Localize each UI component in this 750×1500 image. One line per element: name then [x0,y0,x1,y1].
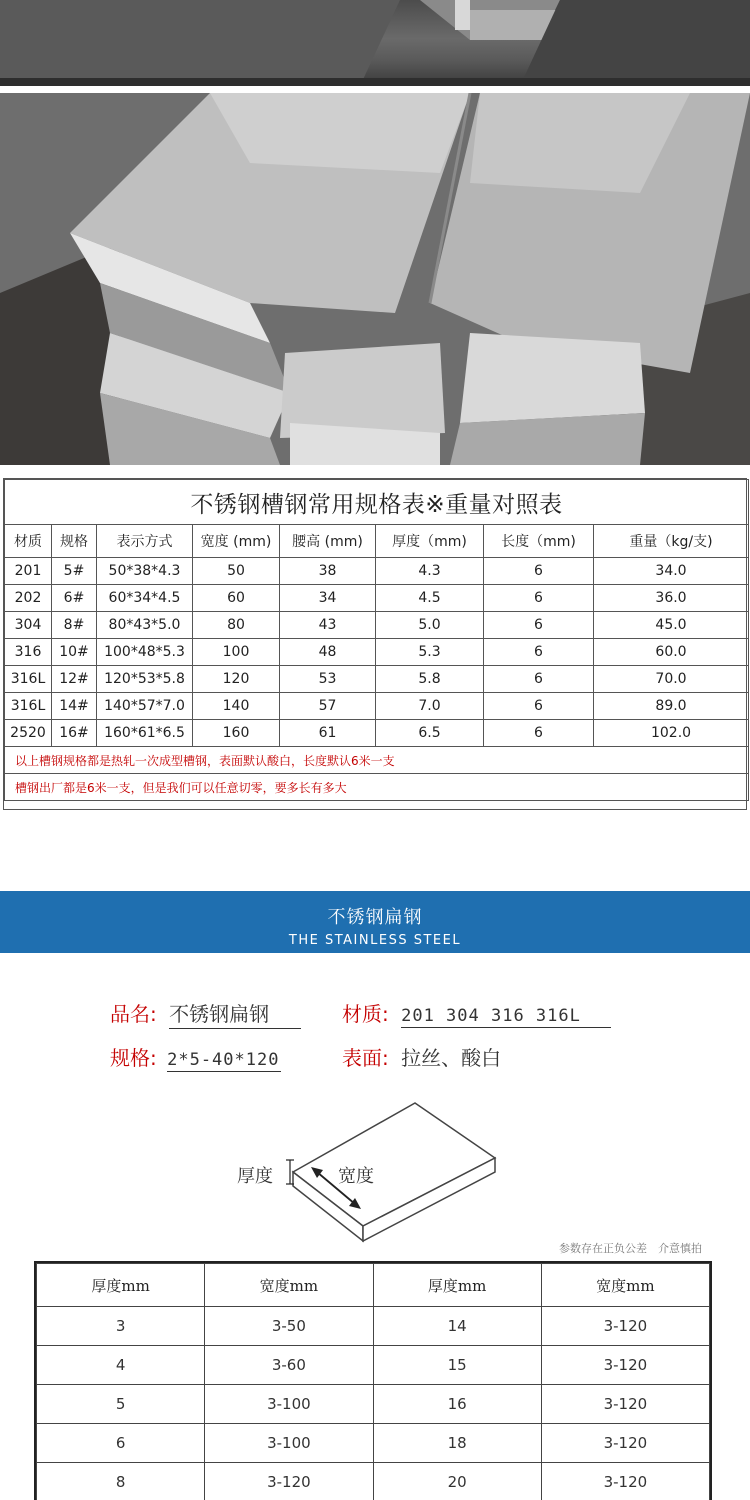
product-surface-value: 拉丝、酸白 [401,1046,502,1070]
table-cell: 15 [373,1346,541,1385]
flat-bar-size-table [34,1261,712,1500]
table-cell: 70.0 [594,666,749,693]
product-spec [110,1042,281,1072]
table-cell: 120 [193,666,280,693]
table-cell: 61 [280,720,376,747]
table-cell: 5.8 [376,666,484,693]
table-cell: 18 [373,1424,541,1463]
steel-channel-photo [0,93,750,465]
header-waist-height: 腰高 (mm) [280,525,376,558]
header-width-1: 宽度mm [205,1264,373,1307]
table-cell: 53 [280,666,376,693]
header-thickness-1: 厚度mm [37,1264,205,1307]
table-row [5,720,749,747]
table-cell: 3-100 [205,1385,373,1424]
table-cell: 60*34*4.5 [97,585,193,612]
table-cell: 34.0 [594,558,749,585]
table-cell: 202 [5,585,52,612]
table-row [5,639,749,666]
header-notation: 表示方式 [97,525,193,558]
table-cell: 80*43*5.0 [97,612,193,639]
table-row [37,1424,710,1463]
banner-title: 不锈钢扁钢 [327,907,423,928]
table-cell: 6 [37,1424,205,1463]
header-thickness: 厚度（mm) [376,525,484,558]
table-cell: 5# [52,558,97,585]
table-cell: 3-60 [205,1346,373,1385]
photo-gap [0,86,750,93]
table-cell: 89.0 [594,693,749,720]
table-cell: 6 [484,558,594,585]
banner-subtitle: THE STAINLESS STEEL [288,933,462,948]
table-cell: 5 [37,1385,205,1424]
table-cell: 14# [52,693,97,720]
product-material [342,998,611,1028]
table-row [37,1307,710,1346]
table-cell: 10# [52,639,97,666]
table-cell: 2520 [5,720,52,747]
table-cell: 140 [193,693,280,720]
spec-table-title: 不锈钢槽钢常用规格表※重量对照表 [5,480,749,525]
table-cell: 316 [5,639,52,666]
table-row [37,1463,710,1500]
table-cell: 4.3 [376,558,484,585]
table-cell: 6 [484,720,594,747]
table-cell: 6.5 [376,720,484,747]
spec-header-row [5,525,749,558]
table-cell: 20 [373,1463,541,1500]
table-cell: 3-100 [205,1424,373,1463]
product-name [110,998,301,1029]
table-cell: 7.0 [376,693,484,720]
header-material: 材质 [5,525,52,558]
product-name-label: 品名: [110,1002,157,1026]
table-cell: 12# [52,666,97,693]
header-length: 长度（mm) [484,525,594,558]
table-cell: 16 [373,1385,541,1424]
table-cell: 6 [484,693,594,720]
table-row [5,558,749,585]
table-cell: 60 [193,585,280,612]
table-cell: 3-120 [541,1424,709,1463]
width-label: 宽度 [338,1166,374,1187]
table-cell: 80 [193,612,280,639]
table-cell: 8 [37,1463,205,1500]
table-cell: 36.0 [594,585,749,612]
product-material-label: 材质: [342,1002,389,1026]
channel-spec-table [3,478,747,810]
table-cell: 3-120 [541,1463,709,1500]
table-cell: 57 [280,693,376,720]
header-width: 宽度 (mm) [193,525,280,558]
table-row [37,1385,710,1424]
header-width-2: 宽度mm [541,1264,709,1307]
table-cell: 120*53*5.8 [97,666,193,693]
table-cell: 5.0 [376,612,484,639]
table-cell: 48 [280,639,376,666]
table-cell: 60.0 [594,639,749,666]
table-cell: 160*61*6.5 [97,720,193,747]
table-cell: 160 [193,720,280,747]
table-cell: 3 [37,1307,205,1346]
table-row [5,666,749,693]
table-cell: 50*38*4.3 [97,558,193,585]
table-cell: 34 [280,585,376,612]
table-cell: 6 [484,666,594,693]
table-row [5,585,749,612]
header-weight: 重量（kg/支) [594,525,749,558]
product-surface [342,1042,501,1072]
product-surface-label: 表面: [342,1046,389,1070]
table-cell: 100 [193,639,280,666]
flat-bar-diagram [235,1100,505,1245]
product-spec-label: 规格: [110,1046,157,1070]
table-cell: 3-50 [205,1307,373,1346]
table-cell: 45.0 [594,612,749,639]
spec-note-hot-rolled: 以上槽钢规格都是热轧一次成型槽钢，表面默认酸白，长度默认6米一支 [5,747,749,774]
table-cell: 6 [484,639,594,666]
table-cell: 201 [5,558,52,585]
table-cell: 3-120 [205,1463,373,1500]
table-cell: 3-120 [541,1346,709,1385]
table-cell: 102.0 [594,720,749,747]
table-cell: 6# [52,585,97,612]
table-cell: 16# [52,720,97,747]
table-cell: 316L [5,693,52,720]
section-banner [0,891,750,953]
table-cell: 4 [37,1346,205,1385]
table-cell: 140*57*7.0 [97,693,193,720]
table-cell: 3-120 [541,1307,709,1346]
table-cell: 5.3 [376,639,484,666]
table-cell: 4.5 [376,585,484,612]
table-row [5,612,749,639]
table-cell: 6 [484,585,594,612]
thickness-label: 厚度 [237,1166,273,1187]
header-thickness-2: 厚度mm [373,1264,541,1307]
table-row [5,693,749,720]
steel-photo-top [0,0,750,86]
table-cell: 8# [52,612,97,639]
flat-header-row [37,1264,710,1307]
table-row [37,1346,710,1385]
table-cell: 38 [280,558,376,585]
spec-note-cut-to-length: 槽钢出厂都是6米一支，但是我们可以任意切零，要多长有多大 [5,774,749,801]
table-cell: 50 [193,558,280,585]
tolerance-note: 参数存在正负公差 介意慎拍 [559,1242,702,1255]
table-cell: 6 [484,612,594,639]
table-cell: 316L [5,666,52,693]
table-cell: 304 [5,612,52,639]
product-name-value: 不锈钢扁钢 [169,998,301,1029]
table-cell: 14 [373,1307,541,1346]
table-cell: 3-120 [541,1385,709,1424]
table-cell: 43 [280,612,376,639]
product-material-value: 201 304 316 316L [401,1006,611,1028]
table-cell: 100*48*5.3 [97,639,193,666]
header-spec: 规格 [52,525,97,558]
product-spec-value: 2*5-40*120 [167,1050,280,1070]
